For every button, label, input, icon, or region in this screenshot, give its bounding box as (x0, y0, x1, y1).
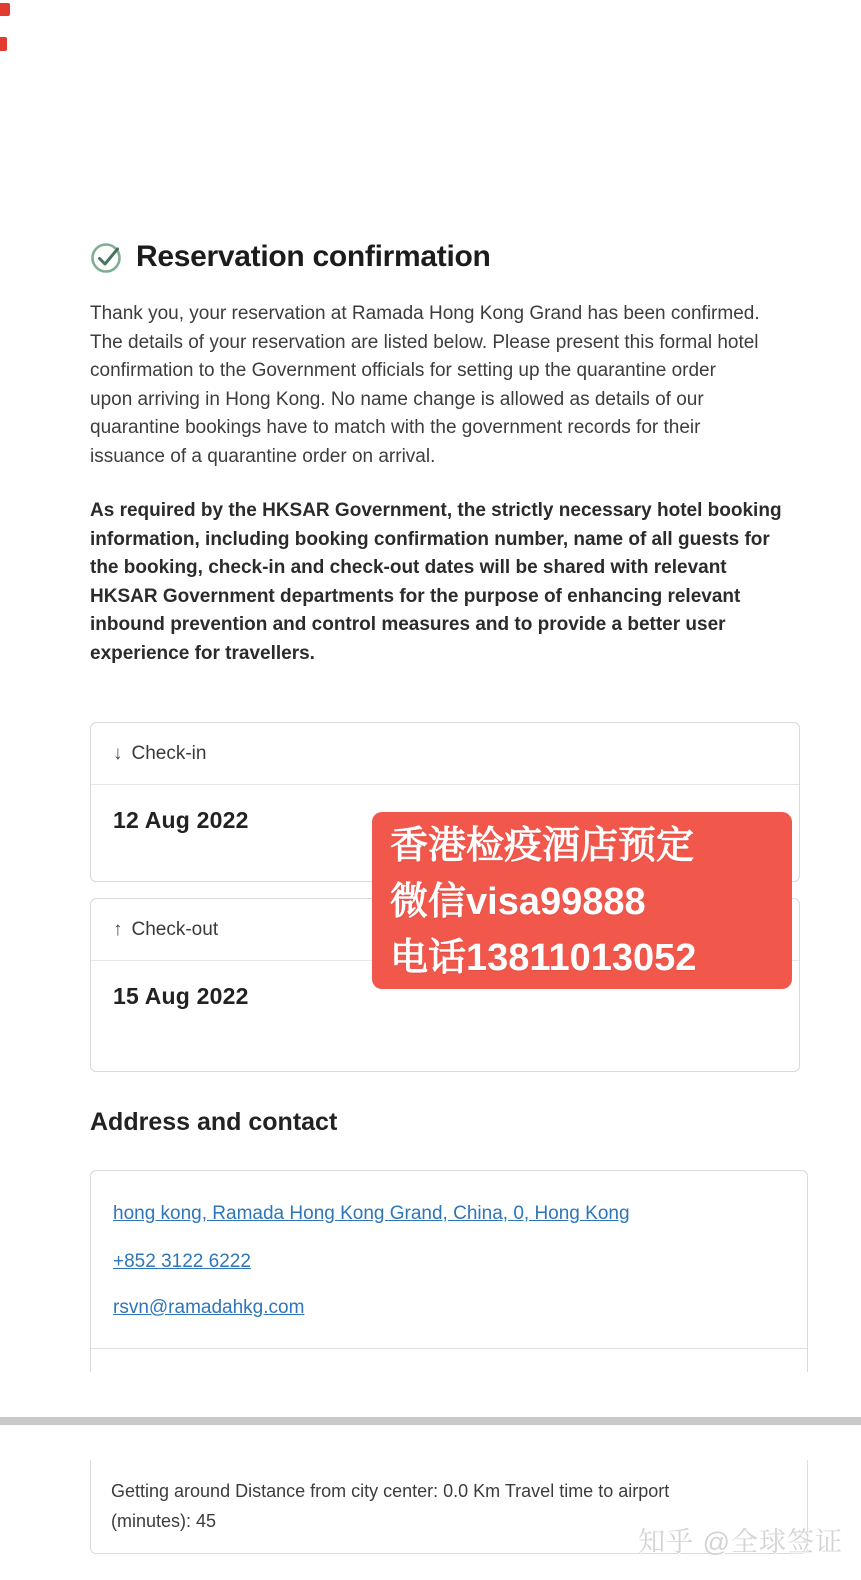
check-circle-icon (88, 238, 126, 276)
getting-around-text: Getting around Distance from city center: 0.0 Km Travel time to airport (minutes): 45 (111, 1481, 670, 1531)
card-divider (91, 1348, 807, 1349)
checkout-label: Check-out (131, 918, 219, 940)
ad-line-title: 香港检疫酒店预定 (390, 825, 695, 867)
checkout-date: 15 Aug 2022 (113, 983, 249, 1009)
address-section-title: Address and contact (90, 1108, 338, 1136)
separator-bar (0, 1417, 861, 1425)
zhihu-watermark: 知乎 @全球签证 (638, 1527, 843, 1557)
hotel-phone-link[interactable]: +852 3122 6222 (113, 1251, 251, 1272)
ad-line-wechat: 微信visa99888 (390, 881, 646, 923)
government-notice-paragraph: As required by the HKSAR Government, the strictly necessary hotel booking information, including booking confirmation number, name of all guests for the booking, check-in and check-out dates will be shared with relevant HKSAR Government departments for the purpose of enhancing relevant inbound prevention and control measures and to provide a better user experience for travellers. (90, 500, 782, 664)
hotel-address-link[interactable]: hong kong, Ramada Hong Kong Grand, China, 0, Hong Kong (113, 1203, 630, 1224)
arrow-down-icon: ↓ (113, 742, 123, 764)
red-scan-artifact (0, 3, 10, 16)
red-scan-artifact (0, 37, 7, 51)
checkin-card-header (91, 723, 799, 785)
quarantine-hotel-ad-overlay (372, 812, 792, 989)
arrow-up-icon: ↑ (113, 918, 123, 940)
checkin-date: 12 Aug 2022 (113, 807, 249, 833)
hotel-email-link[interactable]: rsvn@ramadahkg.com (113, 1297, 305, 1318)
page-title: Reservation confirmation (136, 240, 491, 273)
intro-paragraph: Thank you, your reservation at Ramada Hong Kong Grand has been confirmed. The details of your reservation are listed below. Please present this formal hotel confirmation to the Government officials for setting up the quarantine order upon arriving in Hong Kong. No name change is allowed as details of our quarantine bookings have to match with the government records for their issuance of a quarantine order on arrival. (90, 303, 760, 467)
address-contact-card (90, 1170, 808, 1372)
ad-line-phone: 电话13811013052 (390, 937, 697, 979)
checkin-label: Check-in (131, 742, 207, 764)
page-header (88, 238, 491, 276)
